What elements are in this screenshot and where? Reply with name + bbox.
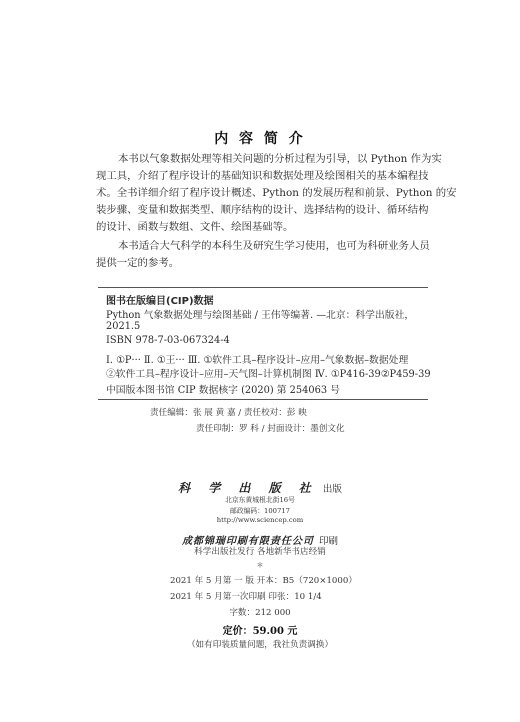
credits-line: 责任印制：罗 科 / 封面设计：墨创文化 xyxy=(196,424,345,434)
cip-classification: ②软件工具–程序设计–应用–天气图–计算机制图 Ⅳ. ①P416-39②P459-39 xyxy=(106,369,431,380)
summary-line: 的设计、函数与数组、文件、绘图基础等。 xyxy=(96,221,294,233)
cip-line: Python 气象数据处理与绘图基础 / 王伟等编著. —北京：科学出版社， xyxy=(106,310,415,321)
summary-line: 术。全书详细介绍了程序设计概述、Python 的发展历程和前景、Python 的安 xyxy=(96,187,457,199)
summary-line: 本书以气象数据处理等相关问题的分析过程为引导，以 Python 作为实 xyxy=(118,153,442,165)
cip-top-rule xyxy=(98,287,428,288)
cip-isbn: ISBN 978-7-03-067324-4 xyxy=(106,335,230,346)
cip-bottom-rule xyxy=(98,399,428,400)
star-separator: ＊ xyxy=(256,561,264,569)
price: 定价：59.00 元 xyxy=(222,626,298,637)
word-count: 字数：212 000 xyxy=(229,608,291,618)
publisher-address: 北京东黄城根北街16号 xyxy=(225,496,295,504)
edition-line: 2021 年 5 月第 一 版 开本：B5（720×1000） xyxy=(170,576,357,586)
distribution: 科学出版社发行 各地新华书店经销 xyxy=(194,547,326,557)
summary-line: 现工具，介绍了程序设计的基础知识和数据处理及绘图相关的基本编程技 xyxy=(96,170,429,182)
cip-line: 2021.5 xyxy=(106,321,141,332)
printer-suffix: 印刷 xyxy=(319,536,339,547)
edition-line: 2021 年 5 月第一次印刷 印张：10 1/4 xyxy=(170,592,322,602)
credits-line: 责任编辑：张 展 黄 嘉 / 责任校对：彭 映 xyxy=(150,408,307,418)
publisher-name: 科 学 出 版 社 xyxy=(178,481,318,495)
cip-record-number: 中国版本图书馆 CIP 数据核字 (2020) 第 254063 号 xyxy=(106,385,340,396)
quality-note: （如有印装质量问题，我社负责调换） xyxy=(186,640,334,650)
publisher-url: http://www.sciencep.com xyxy=(216,516,304,524)
cip-classification: Ⅰ. ①P··· Ⅱ. ①王··· Ⅲ. ①软件工具–程序设计–应用–气象数据–数据处理 xyxy=(106,355,409,366)
cip-heading: 图书在版编目(CIP)数据 xyxy=(106,296,214,307)
summary-line: 本书适合大气科学的本科生及研究生学习使用，也可为科研业务人员 xyxy=(118,240,430,252)
publisher-suffix: 出版 xyxy=(322,484,342,495)
printer-name: 成都锦瑞印刷有限责任公司 xyxy=(181,536,314,547)
summary-line: 装步骤、变量和数据类型、顺序结构的设计、选择结构的设计、循环结构 xyxy=(96,204,429,216)
summary-line: 提供一定的参考。 xyxy=(96,257,180,269)
page-title: 内 容 简 介 xyxy=(214,131,306,147)
publisher-postcode: 邮政编码：100717 xyxy=(230,507,290,515)
